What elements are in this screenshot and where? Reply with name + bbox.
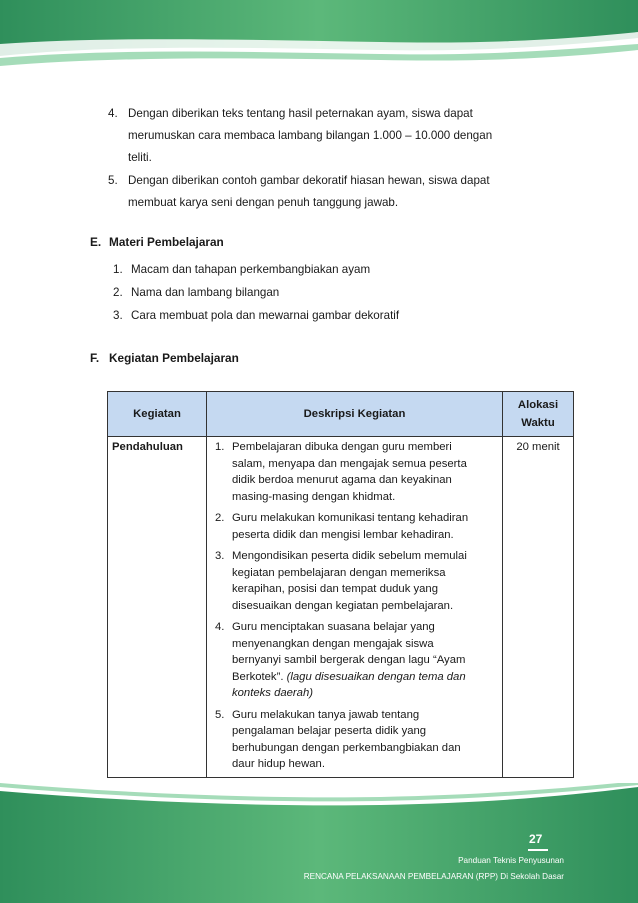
step-line: Guru melakukan tanya jawab tentang — [232, 708, 420, 721]
table-row — [108, 437, 574, 778]
step-line: masing-masing dengan khidmat. — [232, 490, 396, 503]
footer-title: Panduan Teknis Penyusunan — [458, 856, 564, 865]
steps-list — [211, 439, 498, 773]
phase-cell: Pendahuluan — [108, 437, 207, 778]
step-line: kegiatan pembelajaran dengan memeriksa — [232, 566, 446, 579]
step-item — [211, 548, 498, 614]
page-number-underline — [528, 849, 548, 851]
section-title: Kegiatan Pembelajaran — [109, 351, 239, 365]
objective-item — [108, 170, 558, 214]
step-number: 4. — [215, 621, 225, 633]
materi-text: Nama dan lambang bilangan — [131, 286, 280, 299]
section-title: Materi Pembelajaran — [109, 235, 224, 249]
header-decoration — [0, 0, 638, 90]
step-item — [211, 439, 498, 505]
time-cell: 20 menit — [503, 437, 574, 778]
step-line: Guru menciptakan suasana belajar yang — [232, 621, 435, 633]
step-line: Mengondisikan peserta didik sebelum memulai — [232, 550, 467, 562]
materi-number: 2. — [113, 286, 123, 299]
objectives-list — [108, 103, 558, 215]
activity-table — [107, 391, 574, 778]
materi-number: 1. — [113, 263, 123, 276]
step-item — [211, 510, 498, 543]
step-item — [211, 619, 498, 702]
step-italic-note: (lagu disesuaikan dengan tema dan — [286, 670, 466, 683]
step-number: 3. — [215, 550, 225, 562]
objective-line: Dengan diberikan teks tentang hasil peternakan ayam, siswa dapat — [128, 107, 473, 120]
header-alokasi: Alokasi — [517, 399, 559, 411]
materi-text: Macam dan tahapan perkembangbiakan ayam — [131, 263, 371, 276]
objective-number: 5. — [108, 174, 118, 187]
step-line: berhubungan dengan perkembangbiakan dan — [232, 741, 461, 754]
materi-item — [113, 304, 399, 327]
materi-item — [113, 281, 399, 304]
objective-number: 4. — [108, 107, 118, 120]
materi-item — [113, 258, 399, 281]
materi-number: 3. — [113, 309, 123, 322]
section-letter: F. — [90, 351, 100, 365]
header-alokasi-waktu — [503, 392, 574, 437]
footer-subtitle: RENCANA PELAKSANAAN PEMBELAJARAN (RPP) Di Sekolah Dasar — [303, 872, 564, 881]
step-line: peserta didik dan mengisi lembar kehadiran. — [232, 528, 454, 541]
header-waktu: Waktu — [521, 417, 555, 429]
step-line: Guru melakukan komunikasi tentang kehadiran — [232, 512, 469, 524]
step-number: 1. — [215, 441, 225, 453]
step-line: kerapihan, posisi dan tempat duduk yang — [232, 583, 438, 595]
materi-text: Cara membuat pola dan mewarnai gambar dekoratif — [131, 309, 400, 322]
section-heading-kegiatan — [90, 351, 239, 365]
section-letter: E. — [90, 235, 102, 249]
step-line — [232, 669, 498, 686]
objective-line: membuat karya seni dengan penuh tanggung jawab. — [128, 196, 399, 209]
step-number: 5. — [215, 708, 225, 721]
step-line: daur hidup hewan. — [232, 758, 325, 770]
step-line: didik berdoa menurut agama dan keyakinan — [232, 474, 452, 486]
step-line: bernyanyi sambil bergerak dengan lagu “Ayam — [232, 654, 466, 666]
objective-item — [108, 103, 558, 169]
description-cell — [207, 437, 503, 778]
step-number: 2. — [215, 512, 225, 524]
objective-line: teliti. — [128, 151, 152, 164]
objective-line: Dengan diberikan contoh gambar dekoratif hiasan hewan, siswa dapat — [128, 174, 490, 187]
step-italic-note: konteks daerah) — [232, 687, 314, 699]
step-line: Pembelajaran dibuka dengan guru memberi — [232, 441, 452, 453]
table-header-row — [108, 392, 574, 437]
objective-line: merumuskan cara membaca lambang bilangan 1.000 – 10.000 dengan — [128, 129, 493, 142]
step-text: Berkotek”. — [232, 670, 284, 683]
step-item — [211, 707, 498, 773]
materi-list — [113, 258, 399, 327]
step-line: pengalaman belajar peserta didik yang — [232, 725, 427, 737]
step-line: menyenangkan dengan mengajak siswa — [232, 637, 434, 650]
section-heading-materi — [90, 235, 224, 249]
header-kegiatan: Kegiatan — [108, 392, 207, 437]
step-line: disesuaikan dengan kegiatan pembelajaran. — [232, 599, 454, 612]
step-line: salam, menyapa dan mengajak semua peserta — [232, 457, 467, 470]
page-number: 27 — [529, 832, 543, 846]
header-deskripsi: Deskripsi Kegiatan — [207, 392, 503, 437]
